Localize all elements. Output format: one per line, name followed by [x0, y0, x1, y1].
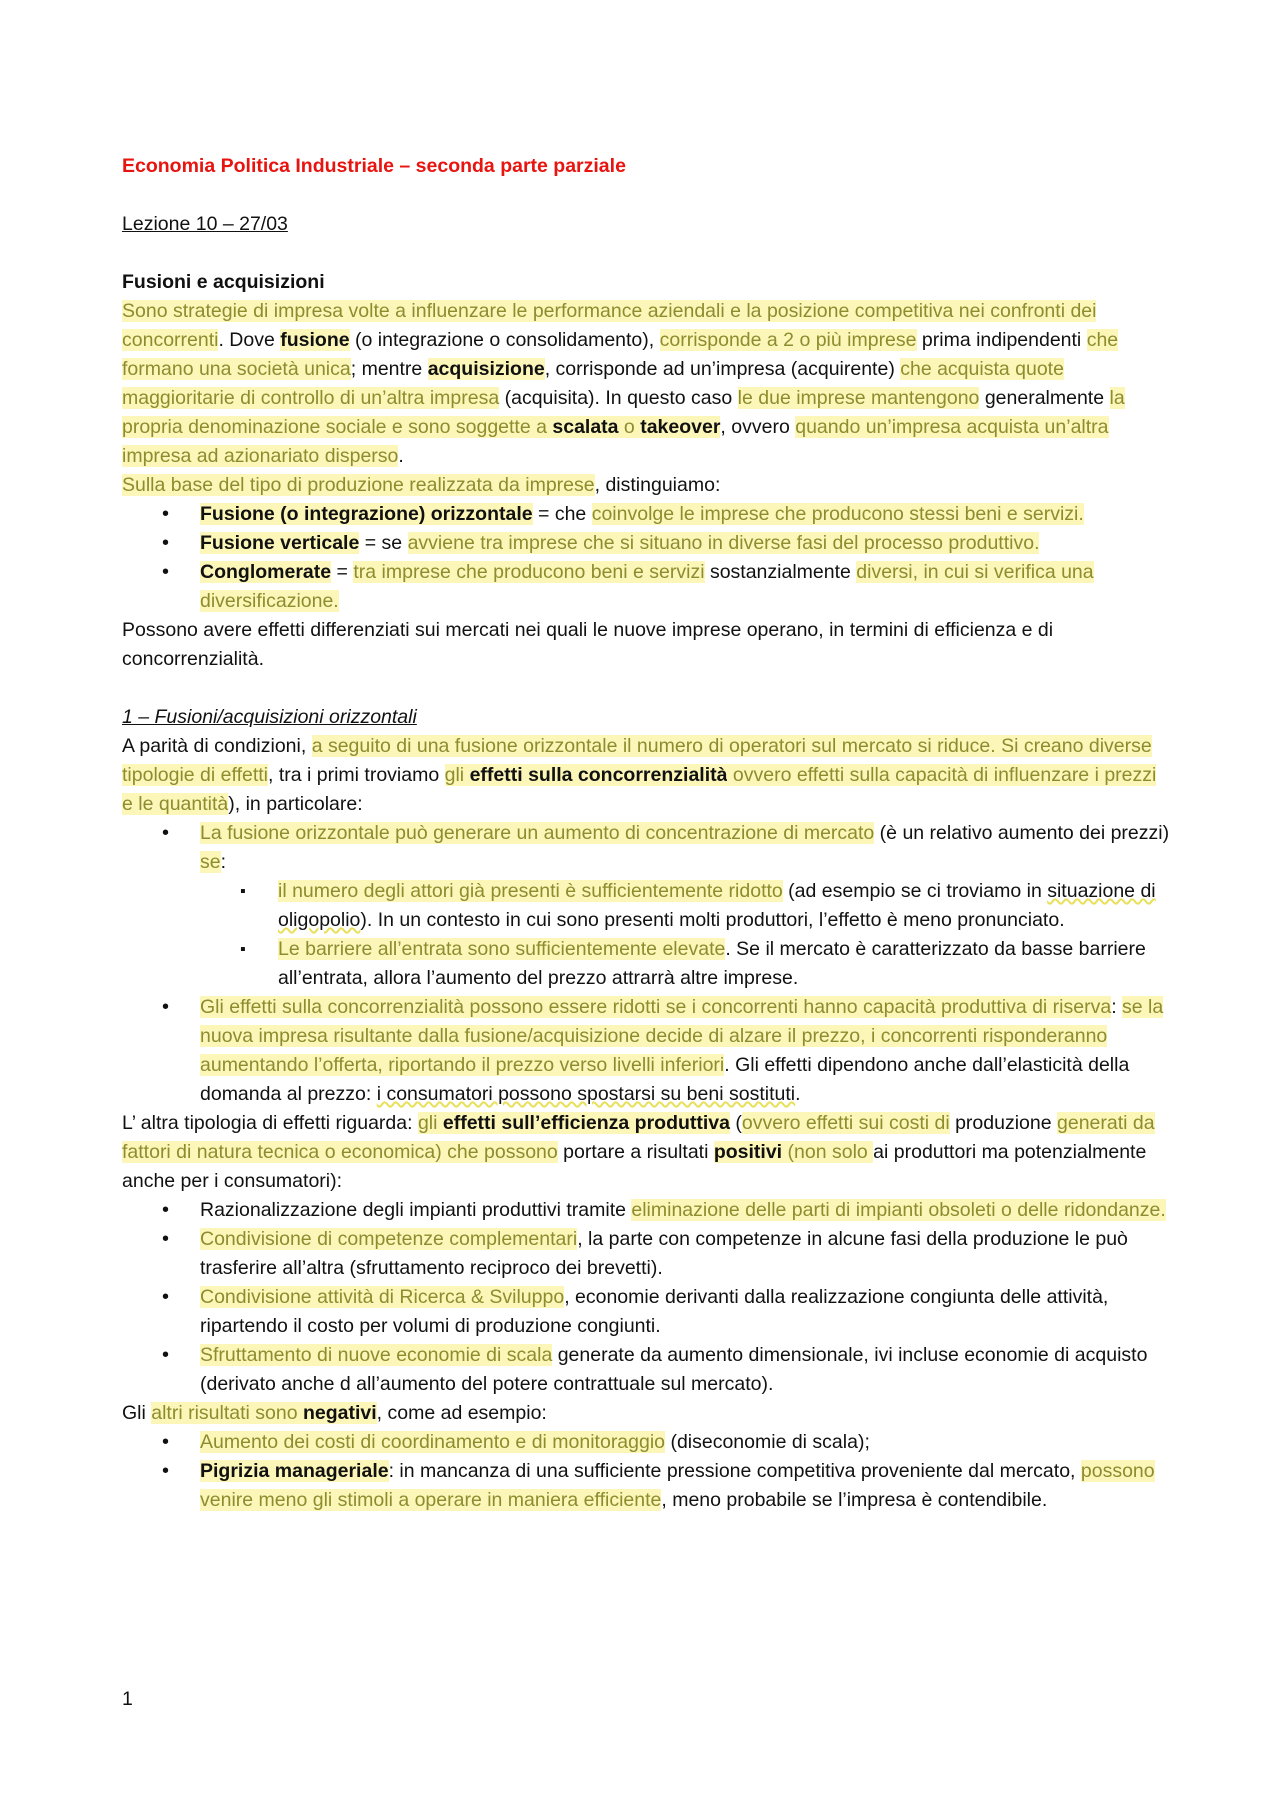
text: , economie derivanti dalla realizzazione congiunta delle attività, ripartendo il costo per volumi di produzione congiunti.: [200, 1286, 1109, 1337]
document-body: [122, 152, 1172, 1515]
term-fusione: fusione: [280, 329, 350, 351]
text: ), in particolare:: [228, 793, 363, 815]
term-positivi: positivi: [713, 1141, 783, 1163]
highlight: Aumento dei costi di coordinamento e di monitoraggio: [200, 1431, 666, 1453]
term-takeover: takeover: [640, 416, 721, 438]
list-item: [122, 558, 1172, 616]
term-efficienza: effetti sull’efficienza produttiva: [442, 1112, 730, 1134]
efficiency-paragraph: [122, 1109, 1172, 1196]
text: :: [1111, 996, 1123, 1018]
highlight: che formano una società unica: [122, 329, 1119, 380]
text: , meno probabile se l’impresa è contendibile.: [661, 1489, 1048, 1511]
text: : in mancanza di una sufficiente pressione competitiva proveniente dal mercato,: [388, 1460, 1081, 1482]
list-item: [122, 993, 1172, 1109]
page-number: 1: [122, 1688, 133, 1710]
text: (o integrazione o consolidamento),: [349, 329, 660, 351]
list-item: [122, 1283, 1172, 1341]
text: . Dove: [218, 329, 281, 351]
highlight: ovvero effetti sulla capacità di influenzare i prezzi e le quantità: [122, 764, 1157, 815]
list-item: [122, 819, 1172, 993]
text: , ovvero: [720, 416, 796, 438]
text: (diseconomie di scala);: [665, 1431, 870, 1453]
highlight: coinvolge le imprese che producono stessi beni e servizi.: [591, 503, 1084, 525]
highlight: possono venire meno gli stimoli a operare in maniera efficiente: [200, 1460, 1155, 1511]
text: ai produttori ma potenzialmente anche per i consumatori):: [122, 1141, 1147, 1192]
underlined-text: situazione di oligopolio: [278, 880, 1156, 931]
highlight: corrisponde a 2 o più imprese: [659, 329, 917, 351]
conditions-list: [200, 877, 1172, 993]
text: portare a risultati: [557, 1141, 714, 1163]
merger-types-list: [122, 500, 1172, 616]
highlight: Condivisione attività di Ricerca & Sviluppo: [200, 1286, 565, 1308]
list-item: [122, 1196, 1172, 1225]
text: (ad esempio se ci troviamo in: [782, 880, 1048, 902]
lesson-label: Lezione 10 – 27/03: [122, 213, 288, 235]
highlight: o: [618, 416, 641, 438]
negative-results-list: [122, 1428, 1172, 1515]
highlight: se: [200, 851, 221, 873]
text: ; mentre: [350, 358, 428, 380]
text: (: [730, 1112, 742, 1134]
type-term: Conglomerate: [200, 561, 332, 583]
type-term: Fusione (o integrazione) orizzontale: [200, 503, 533, 525]
effects-intro: Possono avere effetti differenziati sui mercati nei quali le nuove imprese operano, in termini di efficienza e di concorrenzialità.: [122, 619, 1054, 670]
highlight: generati da fattori di natura tecnica o economica) che possono: [122, 1112, 1155, 1163]
highlight: che acquista quote maggioritarie di controllo di un’altra impresa: [122, 358, 1064, 409]
text: Gli: [122, 1402, 152, 1424]
distinguish-line: [122, 471, 1172, 500]
highlight: tra imprese che producono beni e servizi: [353, 561, 705, 583]
highlight: Sono strategie di impresa volte a influenzare le performance aziendali e la posizione competitiva nei confronti dei concorrenti: [122, 300, 1097, 351]
list-item: [122, 529, 1172, 558]
highlight: se la nuova impresa risultante dalla fusione/acquisizione decide di alzare il prezzo, i concorrenti risponderanno aumentando l’offerta, riportando il prezzo verso livelli inferiori: [200, 996, 1164, 1076]
text: produzione: [949, 1112, 1057, 1134]
negatives-intro: [122, 1399, 1172, 1428]
horizontal-paragraph: [122, 732, 1172, 819]
highlight: (non solo: [782, 1141, 874, 1163]
highlight: le due imprese mantengono: [737, 387, 980, 409]
highlight: quando un’impresa acquista un’altra impresa ad azionariato disperso: [122, 416, 1109, 467]
text: .: [398, 445, 404, 467]
highlight: Sfruttamento di nuove economie di scala: [200, 1344, 553, 1366]
text: . Se il mercato è caratterizzato da basse barriere all’entrata, allora l’aumento del prezzo attrarrà altre imprese.: [278, 938, 1146, 989]
highlight: La fusione orizzontale può generare un aumento di concentrazione di mercato: [200, 822, 875, 844]
text: =: [331, 561, 354, 583]
positive-results-list: [122, 1196, 1172, 1399]
highlight: ovvero effetti sui costi di: [741, 1112, 950, 1134]
highlight: Condivisione di competenze complementari: [200, 1228, 578, 1250]
text: , tra i primi troviamo: [268, 764, 445, 786]
text: = se: [359, 532, 408, 554]
highlight: la propria denominazione sociale e sono soggette a: [122, 387, 1125, 438]
competition-effects-list: [122, 819, 1172, 1109]
highlight: Le barriere all’entrata sono sufficientemente elevate: [278, 938, 726, 960]
term-scalata: scalata: [552, 416, 619, 438]
text: (acquisita). In questo caso: [499, 387, 738, 409]
text: L’ altra tipologia di effetti riguarda:: [122, 1112, 418, 1134]
intro-paragraph: [122, 297, 1172, 471]
text: , distinguiamo:: [594, 474, 721, 496]
text: (è un relativo aumento dei prezzi): [874, 822, 1170, 844]
text: sostanzialmente: [704, 561, 857, 583]
subsection-title: 1 – Fusioni/acquisizioni orizzontali: [122, 706, 417, 728]
list-item: [122, 1341, 1172, 1399]
list-item: [122, 1457, 1172, 1515]
term-negativi: negativi: [302, 1402, 377, 1424]
text: , la parte con competenze in alcune fasi della produzione le può trasferire all’altra (sfruttamento reciproco dei brevetti).: [200, 1228, 1128, 1279]
text: = che: [532, 503, 592, 525]
text: prima indipendenti: [916, 329, 1087, 351]
list-item: [200, 877, 1172, 935]
text: A parità di condizioni,: [122, 735, 312, 757]
text: :: [220, 851, 227, 873]
highlight: il numero degli attori già presenti è sufficientemente ridotto: [278, 880, 783, 902]
highlight: eliminazione delle parti di impianti obsoleti o delle ridondanze.: [631, 1199, 1166, 1221]
text: ). In un contesto in cui sono presenti molti produttori, l’effetto è meno pronunciato.: [360, 909, 1065, 931]
highlight: Sulla base del tipo di produzione realizzata da imprese: [122, 474, 595, 496]
list-item: [122, 1225, 1172, 1283]
term-concorrenzialita: effetti sulla concorrenzialità: [469, 764, 728, 786]
highlight: Gli effetti sulla concorrenzialità possono essere ridotti se i concorrenti hanno capacità produttiva di riserva: [200, 996, 1112, 1018]
highlight: diversi, in cui si verifica una diversificazione.: [200, 561, 1094, 612]
text: .: [795, 1083, 801, 1105]
section-title: Fusioni e acquisizioni: [122, 271, 325, 293]
list-item: [200, 935, 1172, 993]
text: generate da aumento dimensionale, ivi incluse economie di acquisto (derivato anche d all’aumento del potere contrattuale sul mercato).: [200, 1344, 1148, 1395]
text: , corrisponde ad un’impresa (acquirente): [544, 358, 901, 380]
underlined-text: i consumatori possono spostarsi su beni sostituti: [376, 1083, 796, 1105]
term-pigrizia: Pigrizia manageriale: [200, 1460, 389, 1482]
highlight: altri risultati sono: [151, 1402, 303, 1424]
list-item: [122, 1428, 1172, 1457]
document-title: Economia Politica Industriale – seconda parte parziale: [122, 155, 626, 177]
term-acquisizione: acquisizione: [427, 358, 545, 380]
list-item: [122, 500, 1172, 529]
text: , come ad esempio:: [376, 1402, 547, 1424]
highlight: gli: [444, 764, 470, 786]
type-term: Fusione verticale: [200, 532, 360, 554]
highlight: gli: [417, 1112, 443, 1134]
text: generalmente: [979, 387, 1110, 409]
text: Razionalizzazione degli impianti produttivi tramite: [200, 1199, 632, 1221]
text: . Gli effetti dipendono anche dall’elasticità della domanda al prezzo:: [200, 1054, 1130, 1105]
highlight: a seguito di una fusione orizzontale il numero di operatori sul mercato si riduce. Si creano diverse tipologie di effetti: [122, 735, 1152, 786]
highlight: avviene tra imprese che si situano in diverse fasi del processo produttivo.: [407, 532, 1040, 554]
